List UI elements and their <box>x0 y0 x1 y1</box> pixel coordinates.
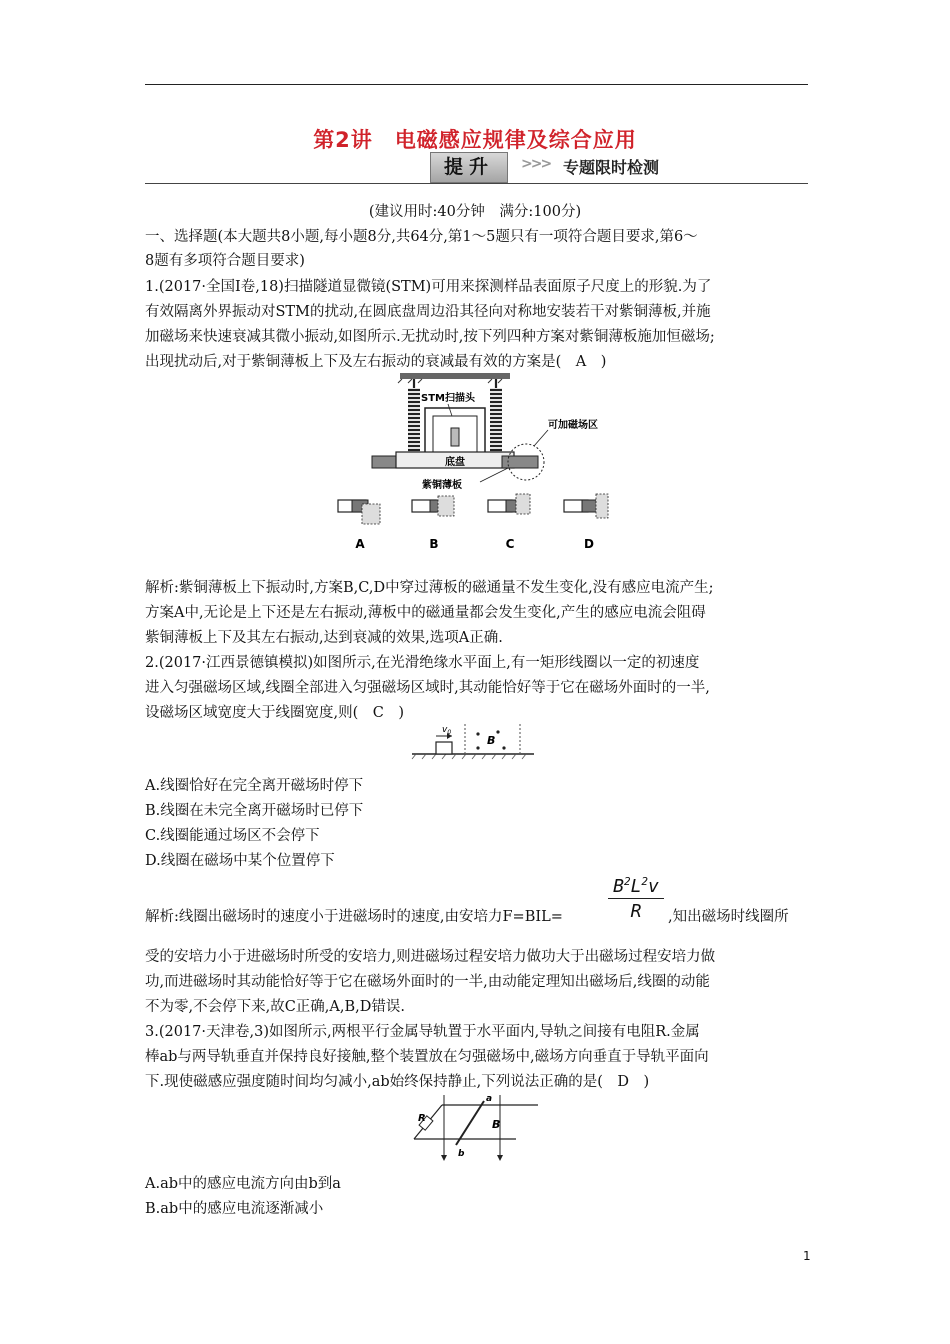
section-heading-line2: 8题有多项符合题目要求) <box>145 253 305 269</box>
q1-figure-stm <box>330 370 620 560</box>
q1-line-2: 有效隔离外界振动对STM的扰动,在圆底盘周边沿其径向对称地安装若干对紫铜薄板,并施 <box>145 304 711 320</box>
q3-option-b: B.ab中的感应电流逐渐减小 <box>145 1201 324 1217</box>
q2-b-label: B <box>487 734 496 747</box>
q1-stm-tip <box>451 428 459 446</box>
q1-analysis-3: 紫铜薄板上下及其左右振动,达到衰减的效果,选项A正确. <box>145 630 503 646</box>
q2-option-d: D.线圈在磁场中某个位置停下 <box>145 853 335 869</box>
q3-a-label: a <box>486 1094 493 1104</box>
q1-analysis-1: 解析:紫铜薄板上下振动时,方案B,C,D中穿过薄板的磁通量不发生变化,没有感应电流产生; <box>145 580 714 596</box>
q1-spring-left <box>408 379 420 462</box>
q1-stm-label: STM扫描头 <box>421 393 475 404</box>
q2-analysis-first: 解析:线圈出磁场时的速度小于进磁场时的速度,由安培力F=BIL= <box>145 909 563 925</box>
q1-option-a-diagram <box>338 500 380 524</box>
banner-arrows: >>> <box>521 156 551 172</box>
q1-option-d-diagram <box>564 494 608 518</box>
q1-line-1: 1.(2017·全国Ⅰ卷,18)扫描隧道显微镜(STM)可用来探测样品表面原子尺度上的形貌.为了 <box>145 279 712 295</box>
q1-plate-label: 紫铜薄板 <box>422 480 462 491</box>
q2-v-label: $v_0$ <box>442 725 452 736</box>
q2-option-b: B.线圈在未完全离开磁场时已停下 <box>145 803 364 819</box>
q1-base-label: 底盘 <box>445 457 465 468</box>
page-title <box>0 124 950 154</box>
q2-option-c: C.线圈能通过场区不会停下 <box>145 828 320 844</box>
q2-formula-denominator: R <box>630 901 642 922</box>
q1-field-label: 可加磁场区 <box>548 420 598 431</box>
q1-option-a-label: A <box>355 537 365 551</box>
q3-line-3: 下.现使磁感应强度随时间均匀减小,ab始终保持静止,下列说法正确的是( D ) <box>145 1074 650 1090</box>
q2-analysis-3: 不为零,不会停下来,故C正确,A,B,D错误. <box>145 999 406 1015</box>
q1-line-4: 出现扰动后,对于紫铜薄板上下及左右振动的衰减最有效的方案是( A ) <box>145 354 607 370</box>
banner-badge: 提升 <box>430 152 508 183</box>
q2-figure <box>408 722 538 764</box>
q1-option-b-label: B <box>429 537 439 551</box>
title-lecture: 第2讲 <box>313 128 373 152</box>
q2-formula-numerator: $B^2L^2v$ <box>613 875 659 897</box>
time-limit: (建议用时:40分钟 满分:100分) <box>368 204 582 220</box>
banner-rule <box>145 183 808 184</box>
q2-line-2: 进入匀强磁场区域,线圈全部进入匀强磁场区域时,其动能恰好等于它在磁场外面时的一半, <box>145 680 710 696</box>
section-heading-line1: 一、选择题(本大题共8小题,每小题8分,共64分,第1～5题只有一项符合题目要求,第6～ <box>145 229 698 245</box>
q3-figure <box>408 1093 544 1165</box>
q2-line-1: 2.(2017·江西景德镇模拟)如图所示,在光滑绝缘水平面上,有一矩形线圈以一定的初速度 <box>145 655 700 671</box>
q1-option-d-label: D <box>584 537 594 551</box>
q2-analysis-after: ,知出磁场时线圈所 <box>668 909 789 925</box>
page-number: 1 <box>803 1249 811 1263</box>
q1-option-c-diagram <box>488 494 530 514</box>
q1-line-3: 加磁场来快速衰减其微小振动,如图所示.无扰动时,按下列四种方案对紫铜薄板施加恒磁场; <box>145 329 715 345</box>
q3-B-label: B <box>492 1118 501 1131</box>
q3-line-1: 3.(2017·天津卷,3)如图所示,两根平行金属导轨置于水平面内,导轨之间接有电阻R.金属 <box>145 1024 700 1040</box>
header-rule <box>145 84 808 85</box>
q1-analysis-2: 方案A中,无论是上下还是左右振动,薄板中的磁通量都会发生变化,产生的感应电流会阻碍 <box>145 605 706 621</box>
q3-line-2: 棒ab与两导轨垂直并保持良好接触,整个装置放在匀强磁场中,磁场方向垂直于导轨平面向 <box>145 1049 709 1065</box>
title-topic: 电磁感应规律及综合应用 <box>394 128 637 152</box>
q1-option-b-diagram <box>412 496 454 516</box>
q2-line-3: 设磁场区域宽度大于线圈宽度,则( C ) <box>145 705 405 721</box>
banner-subtitle: 专题限时检测 <box>563 158 660 177</box>
q1-plate-right <box>502 456 538 468</box>
q3-option-a: A.ab中的感应电流方向由b到a <box>145 1176 341 1192</box>
q2-coil <box>436 742 452 754</box>
q2-analysis-1: 受的安培力小于进磁场时所受的安培力,则进磁场过程安培力做功大于出磁场过程安培力做 <box>145 949 716 965</box>
q1-option-c-label: C <box>505 537 515 551</box>
q1-spring-right <box>490 379 502 462</box>
q2-analysis-2: 功,而进磁场时其动能恰好等于它在磁场外面时的一半,由动能定理知出磁场后,线圈的动能 <box>145 974 710 990</box>
q2-formula-fraction <box>608 868 664 923</box>
section-banner <box>145 152 808 188</box>
q3-r-label: R <box>418 1113 426 1124</box>
q3-b-label: b <box>458 1149 465 1159</box>
q2-option-a: A.线圈恰好在完全离开磁场时停下 <box>145 778 364 794</box>
q1-ceiling <box>400 373 510 379</box>
